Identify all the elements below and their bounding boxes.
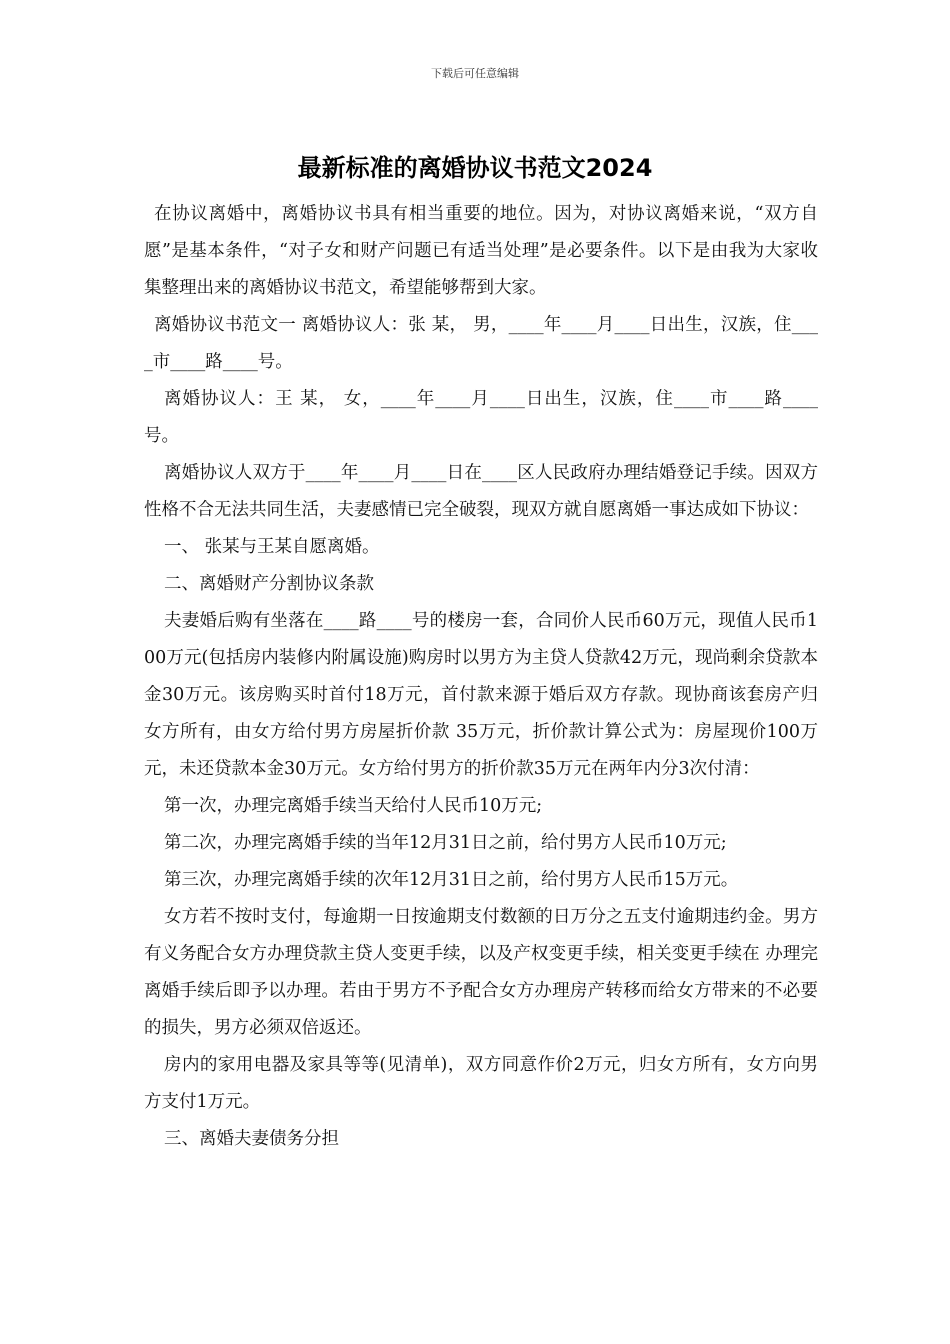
page-header: 下载后可任意编辑 <box>431 67 519 80</box>
clause-heading-2: 二、离婚财产分割协议条款 <box>164 574 374 594</box>
document-title: 最新标准的离婚协议书范文2024 <box>297 154 653 182</box>
paragraph-marriage-registration: 离婚协议人双方于____年____月____日在____区人民政府办理结婚登记手续。因双方性格不合无法共同生活，夫妻感情已完全破裂，现双方就自愿离婚一事达成如下协议： <box>144 463 818 520</box>
paragraph-party-male: 离婚协议书范文一 离婚协议人：张 某， 男，____年____月____日出生，汉族，住____市____路____号。 <box>144 315 818 372</box>
clause-heading-1: 一、 张某与王某自愿离婚。 <box>164 537 380 557</box>
paragraph-late-penalty: 女方若不按时支付，每逾期一日按逾期支付数额的日万分之五支付逾期违约金。男方有义务配合女方办理贷款主贷人变更手续，以及产权变更手续，相关变更手续在 办理完离婚手续后即予以办理。若由于男方不予配合女方办理房产转移而给女方带来的不必要的损失，男方必须双倍返还。 <box>144 907 818 1038</box>
paragraph-party-female: 离婚协议人：王 某， 女，____年____月____日出生，汉族，住____市____路____号。 <box>144 389 818 446</box>
paragraph-intro: 在协议离婚中，离婚协议书具有相当重要的地位。因为，对协议离婚来说，“双方自愿”是基本条件，“对子女和财产问题已有适当处理”是必要条件。以下是由我为大家收集整理出来的离婚协议书范文，希望能够帮到大家。 <box>144 204 818 298</box>
paragraph-furniture: 房内的家用电器及家具等等(见清单)，双方同意作价2万元，归女方所有，女方向男方支付1万元。 <box>144 1055 818 1112</box>
clause-heading-3: 三、离婚夫妻债务分担 <box>164 1129 339 1149</box>
paragraph-property-house: 夫妻婚后购有坐落在____路____号的楼房一套，合同价人民币60万元，现值人民币100万元(包括房内装修内附属设施)购房时以男方为主贷人贷款42万元，现尚剩余贷款本金30万元。该房购买时首付18万元，首付款来源于婚后双方存款。现协商该套房产归女方所有，由女方给付男方房屋折价款 35万元，折价款计算公式为：房屋现价100万元，未还贷款本金30万元。女方给付男方的折价款35万元在两年内分3次付清： <box>144 611 818 779</box>
paragraph-payment-3: 第三次，办理完离婚手续的次年12月31日之前，给付男方人民币15万元。 <box>164 870 739 890</box>
paragraph-payment-2: 第二次，办理完离婚手续的当年12月31日之前，给付男方人民币10万元; <box>164 833 727 853</box>
document-body <box>144 196 818 1158</box>
paragraph-payment-1: 第一次，办理完离婚手续当天给付人民币10万元; <box>164 796 543 816</box>
